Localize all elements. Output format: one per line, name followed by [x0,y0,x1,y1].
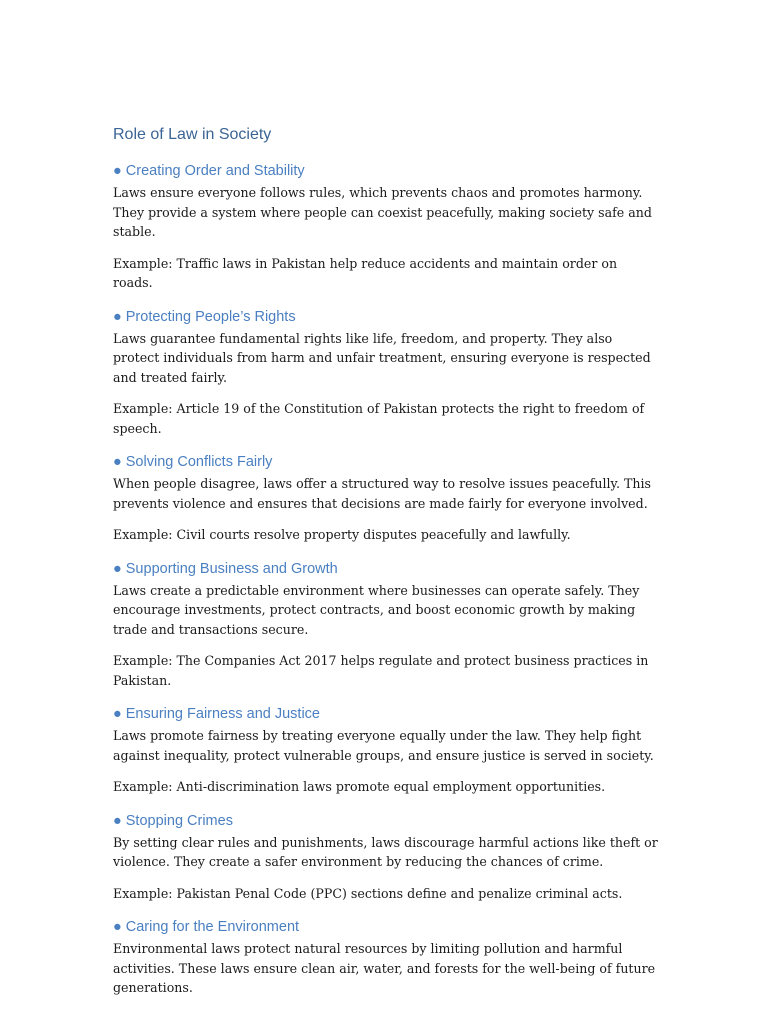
section-heading-text: Solving Conflicts Fairly [125,454,273,470]
section-heading-text: Stopping Crimes [125,812,233,829]
bullet-icon: ● [113,163,122,179]
section-heading [113,161,658,181]
section-heading-text: Protecting People’s Rights [125,308,296,325]
section-heading-text: Ensuring Fairness and Justice [125,706,321,722]
section-heading-text: Creating Order and Stability [125,163,305,179]
document-page [113,124,658,1010]
section-body: When people disagree, laws offer a structured way to resolve issues peacefully. This prevents violence and ensures that decisions are made fairly for everyone involved. [113,476,651,511]
section-supporting-business [113,559,658,691]
bullet-icon: ● [113,812,122,829]
section-heading [113,917,658,937]
section-solving-conflicts [113,452,658,545]
section-heading [113,559,658,579]
bullet-icon: ● [113,919,122,935]
section-body: By setting clear rules and punishments, laws discourage harmful actions like theft or violence. They create a safer environment by reducing the chances of crime. [113,834,658,869]
section-example: Example: Civil courts resolve property disputes peacefully and lawfully. [113,527,571,542]
section-caring-environment [113,917,658,998]
section-body: Laws create a predictable environment where businesses can operate safely. They encourage investments, protect contracts, and boost economic growth by making trade and transactions secure. [113,582,640,637]
bullet-icon: ● [113,308,122,325]
section-heading-text: Supporting Business and Growth [125,560,338,577]
section-body: Laws promote fairness by treating everyone equally under the law. They help fight against inequality, protect vulnerable groups, and ensure justice is served in society. [113,728,654,763]
section-heading [113,452,658,472]
section-body: Laws ensure everyone follows rules, which prevents chaos and promotes harmony. They provide a system where people can coexist peacefully, making society safe and stable. [113,185,652,239]
section-protecting-rights [113,307,658,439]
section-heading-text: Caring for the Environment [125,919,300,935]
section-example: Example: The Companies Act 2017 helps regulate and protect business practices in Pakistan. [113,653,649,688]
section-creating-order [113,161,658,293]
section-example: Example: Article 19 of the Constitution of Pakistan protects the right to freedom of speech. [113,401,645,436]
section-body: Laws guarantee fundamental rights like life, freedom, and property. They also protect individuals from harm and unfair treatment, ensuring everyone is respected and treated fairly. [113,330,651,385]
bullet-icon: ● [113,560,122,577]
section-body: Environmental laws protect natural resources by limiting pollution and harmful activities. These laws ensure clean air, water, and forests for the well-being of future generations. [113,941,656,995]
section-example: Example: Pakistan Penal Code (PPC) sections define and penalize criminal acts. [113,885,623,901]
document-title: Role of Law in Society [113,126,272,143]
bullet-icon: ● [113,706,122,722]
section-heading [113,704,658,724]
section-ensuring-fairness [113,704,658,797]
section-stopping-crimes [113,811,658,904]
section-heading [113,811,658,831]
section-example: Example: Traffic laws in Pakistan help reduce accidents and maintain order on roads. [113,255,618,290]
bullet-icon: ● [113,454,122,470]
section-example: Example: Anti-discrimination laws promote equal employment opportunities. [113,779,606,794]
section-heading [113,307,658,327]
